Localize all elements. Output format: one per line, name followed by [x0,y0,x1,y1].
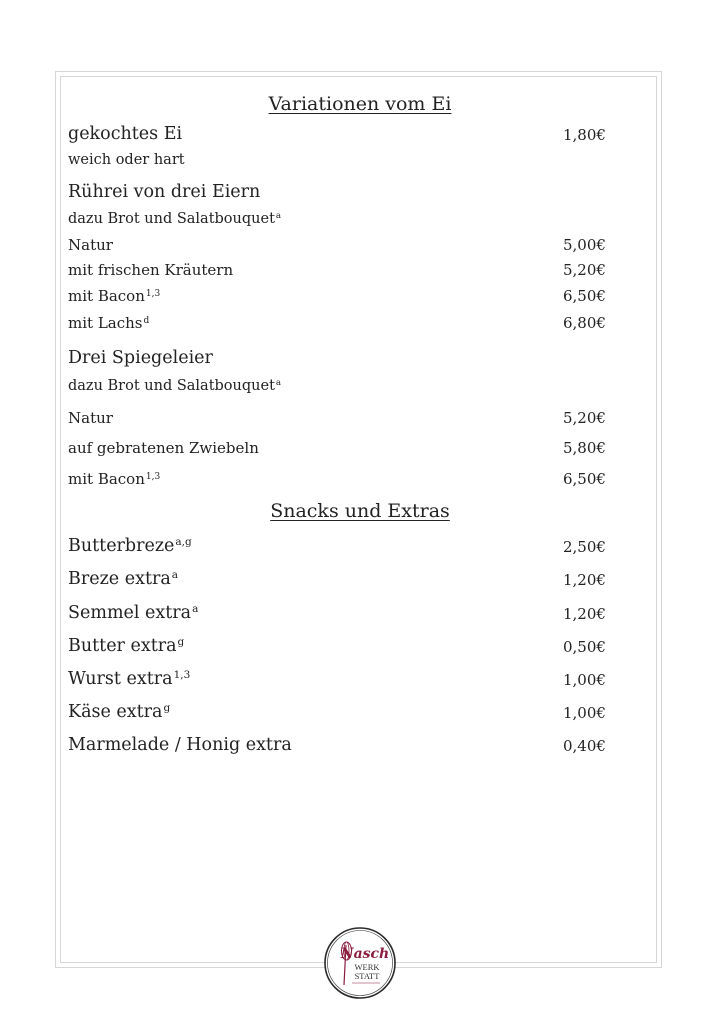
price-boiled-egg: 1,80€ [563,126,606,144]
price-butter-extra: 0,50€ [563,638,606,656]
option-fried-onions: auf gebratenen Zwiebeln [68,439,259,457]
price-scrambled-salmon: 6,80€ [563,314,606,332]
price-scrambled-natur: 5,00€ [563,236,606,254]
logo-text-werk: WERK [354,962,380,972]
option-scrambled-herbs: mit frischen Kräutern [68,261,234,279]
item-breze-extra: Breze extra$^a$ [68,569,179,589]
price-fried-bacon: 6,50€ [563,470,606,488]
section-title-eggs: Variationen vom Ei [268,93,452,115]
option-fried-natur: Natur [68,409,113,427]
price-breze-extra: 1,20€ [563,571,606,589]
item-fried-eggs-description: dazu Brot und Salatbouquet$^a$ [68,378,282,394]
price-fried-natur: 5,20€ [563,409,606,427]
item-scrambled-eggs-description: dazu Brot und Salatbouquet$^a$ [68,211,282,227]
price-scrambled-bacon: 6,50€ [563,287,606,305]
item-scrambled-eggs: Rührei von drei Eiern [68,182,261,202]
section-title-snacks: Snacks und Extras [270,500,450,522]
price-butterbreze: 2,50€ [563,538,606,556]
price-marmelade-honig-extra: 0,40€ [563,737,606,755]
item-semmel-extra: Semmel extra$^a$ [68,603,199,623]
price-wurst-extra: 1,00€ [563,671,606,689]
logo-text-statt: STATT [354,971,380,981]
item-boiled-egg: gekochtes Ei [68,124,183,144]
option-scrambled-bacon: mit Bacon$^{1,3}$ [68,287,161,305]
price-fried-onions: 5,80€ [563,439,606,457]
logo-text-nasch: Nasch [340,946,390,962]
price-scrambled-herbs: 5,20€ [563,261,606,279]
item-wurst-extra: Wurst extra$^{1,3}$ [68,669,191,689]
item-fried-eggs: Drei Spiegeleier [68,348,213,368]
option-scrambled-natur: Natur [68,236,113,254]
item-kaese-extra: Käse extra$^g$ [68,702,171,722]
price-kaese-extra: 1,00€ [563,704,606,722]
item-marmelade-honig-extra: Marmelade / Honig extra [68,735,292,755]
naschwerkstatt-logo [322,925,398,1001]
item-boiled-egg-description: weich oder hart [68,152,185,168]
item-butter-extra: Butter extra$^g$ [68,636,185,656]
price-semmel-extra: 1,20€ [563,605,606,623]
option-scrambled-salmon: mit Lachs$^d$ [68,314,150,332]
item-butterbreze: Butterbreze$^{a,g}$ [68,536,192,556]
option-fried-bacon: mit Bacon$^{1,3}$ [68,470,161,488]
